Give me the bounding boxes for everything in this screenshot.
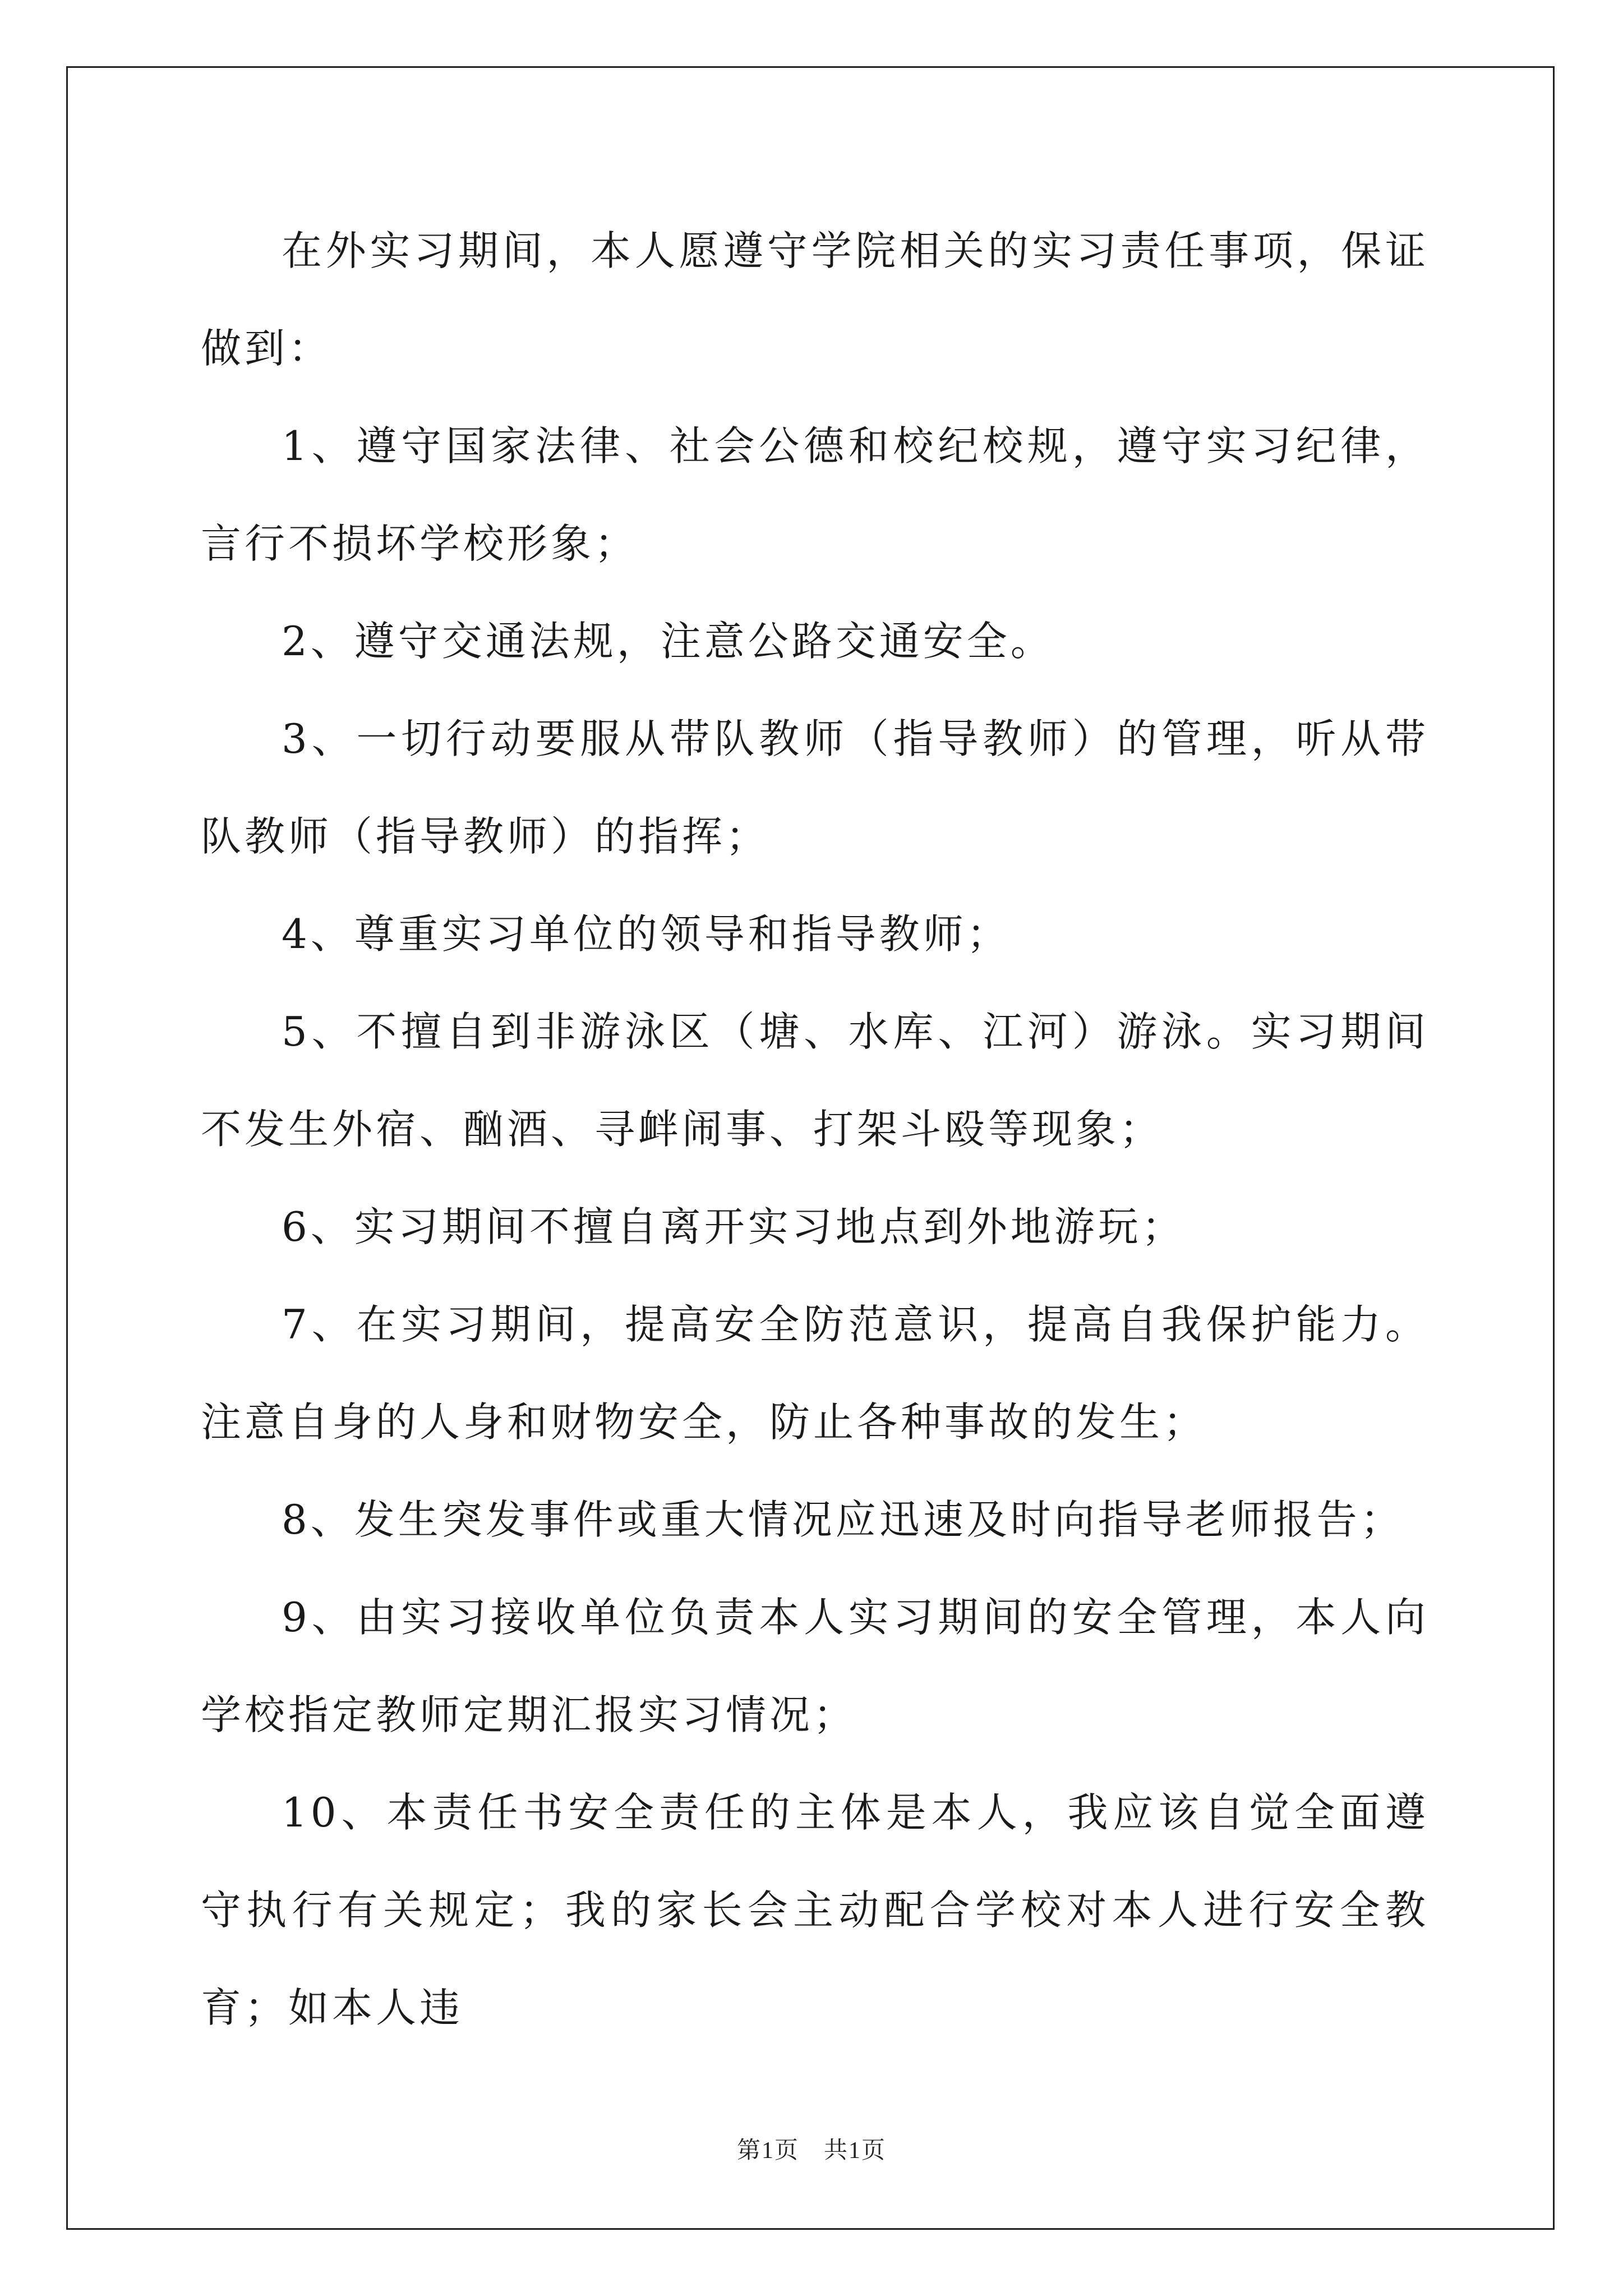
paragraph-intro: 在外实习期间，本人愿遵守学院相关的实习责任事项，保证做到：: [201, 227, 1429, 372]
paragraph-item-2: 2、遵守交通法规，注意公路交通安全。: [282, 618, 1054, 665]
paragraph-item-3: 3、一切行动要服从带队教师（指导教师）的管理，听从带队教师（指导教师）的指挥；: [201, 715, 1429, 860]
paragraph-item-10: 10、本责任书安全责任的主体是本人，我应该自觉全面遵守执行有关规定；我的家长会主动配合学校对本人进行安全教育；如本人违: [201, 1789, 1429, 2031]
paragraph-item-5: 5、不擅自到非游泳区（塘、水库、江河）游泳。实习期间不发生外宿、酗酒、寻衅闹事、打架斗殴等现象；: [201, 1008, 1429, 1153]
paragraph-item-9: 9、由实习接收单位负责本人实习期间的安全管理，本人向学校指定教师定期汇报实习情况；: [201, 1594, 1429, 1738]
document-body: [201, 202, 1429, 2056]
paragraph-item-4: 4、尊重实习单位的领导和指导教师；: [282, 910, 1011, 958]
paragraph-item-6: 6、实习期间不擅自离开实习地点到外地游玩；: [282, 1203, 1186, 1250]
paragraph-item-8: 8、发生突发事件或重大情况应迅速及时向指导老师报告；: [282, 1496, 1404, 1543]
paragraph-item-7: 7、在实习期间，提高安全防范意识，提高自我保护能力。注意自身的人身和财物安全，防止各种事故的发生；: [201, 1301, 1429, 1446]
paragraph-item-1: 1、遵守国家法律、社会公德和校纪校规，遵守实习纪律，言行不损坏学校形象；: [201, 422, 1429, 567]
page-number-footer: 第1页 共1页: [736, 2138, 886, 2164]
